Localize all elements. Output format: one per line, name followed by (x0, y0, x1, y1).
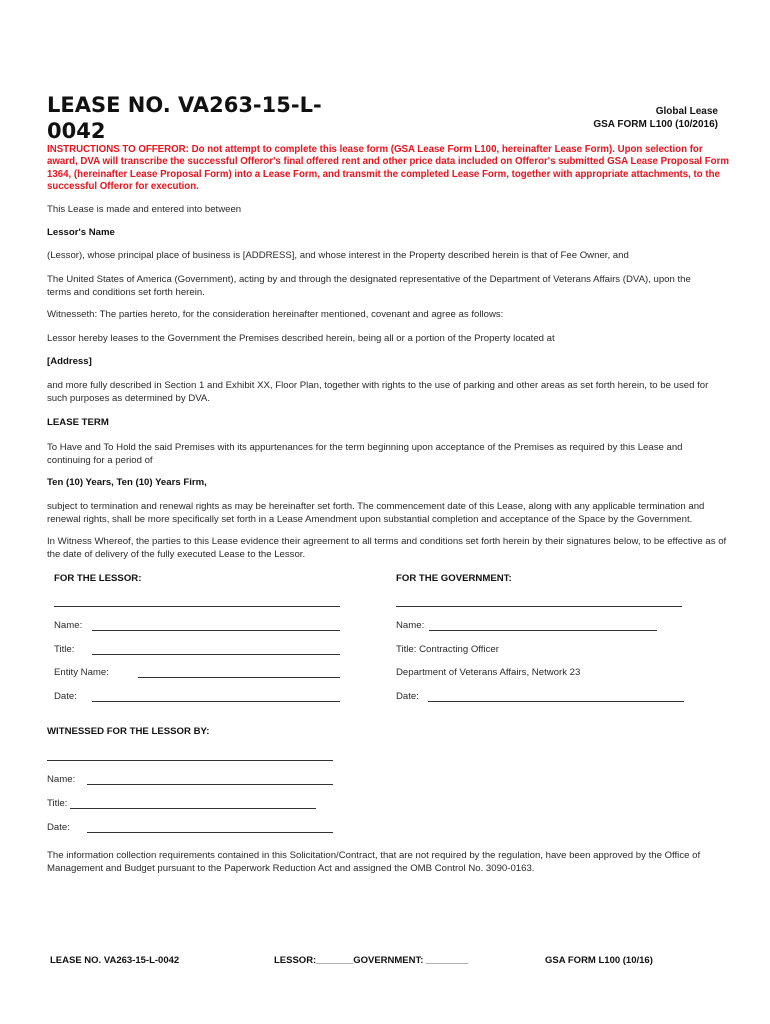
witness-name-field[interactable] (87, 784, 333, 785)
witness-heading: WITNESSED FOR THE LESSOR BY: (47, 726, 210, 737)
lease-term-heading: LEASE TERM (47, 417, 109, 428)
witness-whereof-paragraph: In Witness Whereof, the parties to this Lease evidence their agreement to all terms and conditions set forth herein by their signatures below, to be effective as of the date of delivery of the fully executed Lease to the Lessor. (47, 536, 727, 560)
witness-title-field[interactable] (70, 808, 316, 809)
government-date-field[interactable] (428, 701, 684, 702)
witnesseth-text: The parties hereto, for the consideration hereinafter mentioned, covenant and agree as follows: (97, 309, 504, 320)
term-value: Ten (10) Years, Ten (10) Years Firm, (47, 477, 207, 488)
footer-form-number: GSA FORM L100 (10/16) (545, 955, 653, 966)
footer-initials: LESSOR:_______GOVERNMENT: ________ (274, 955, 469, 966)
subject-paragraph: subject to termination and renewal rights as may be hereinafter set forth. The commencement date of this Lease, along with any applicable termination and renewal rights, shall be more specifically set forth in a Lease Amendment upon substantial completion and acceptance of the Space by the Government. (47, 501, 705, 525)
lessor-title-label: Title: (54, 644, 75, 655)
leases-paragraph: Lessor hereby leases to the Government the Premises described herein, being all or a portion of the Property located at (47, 333, 555, 344)
lessor-name-label: Name: (54, 620, 83, 631)
term-paragraph: To Have and To Hold the said Premises with its appurtenances for the term beginning upon acceptance of the Premises as required by this Lease and continuing for a period of (47, 442, 683, 466)
instructions-to-offeror: INSTRUCTIONS TO OFFEROR: Do not attempt to complete this lease form (GSA Lease Form L100, hereinafter Lease Form). Upon selection for award, DVA will transcribe the successful Offeror's final offered rent and other price data included on Offeror's submitted GSA Lease Proposal Form 1364, (hereinafter Lease Proposal Form) into a Lease Form, and transmit the completed Lease Form, together with appropriate attachments, to the successful Offeror for execution. (47, 144, 729, 193)
lessor-paragraph: (Lessor), whose principal place of business is [ADDRESS], and whose interest in the Property described herein is that of Fee Owner, and (47, 250, 629, 261)
global-lease-label: Global Lease (655, 106, 718, 117)
witness-date-field[interactable] (87, 832, 333, 833)
government-title: Title: Contracting Officer (396, 644, 499, 655)
government-department: Department of Veterans Affairs, Network 23 (396, 667, 581, 678)
witness-title-label: Title: (47, 798, 68, 809)
government-signature-line[interactable] (396, 606, 682, 607)
witness-name-label: Name: (47, 774, 76, 785)
witness-signature-line[interactable] (47, 760, 333, 761)
government-paragraph: The United States of America (Government), acting by and through the designated representative of the Department of Veterans Affairs (DVA), upon the terms and conditions set forth herein. (47, 274, 691, 298)
lessor-date-field[interactable] (92, 701, 340, 702)
government-date-label: Date: (396, 691, 419, 702)
lessor-name-field[interactable] (92, 630, 340, 631)
witnesseth-label: Witnesseth: (47, 309, 98, 320)
lessor-title-field[interactable] (92, 654, 340, 655)
government-signature-heading: FOR THE GOVERNMENT: (396, 573, 512, 584)
omb-notice: The information collection requirements contained in this Solicitation/Contract, that are not required by the regulation, have been approved by the Office of Management and Budget pursuant to the Paperwork Reduction Act and assigned the OMB Control No. 3090-0163. (47, 850, 701, 874)
government-name-field[interactable] (429, 630, 657, 631)
premises-address: [Address] (47, 356, 92, 367)
lessor-name: Lessor's Name (47, 227, 115, 238)
intro-text: This Lease is made and entered into between (47, 204, 242, 215)
lessor-signature-heading: FOR THE LESSOR: (54, 573, 142, 584)
lease-number-title: LEASE NO. VA263-15-L-0042 (47, 93, 322, 143)
lessor-entity-label: Entity Name: (54, 667, 109, 678)
witnesseth-paragraph (47, 309, 737, 322)
described-paragraph: and more fully described in Section 1 and Exhibit XX, Floor Plan, together with rights to the use of parking and other areas as set forth herein, to be used for such purposes as determined by DVA. (47, 380, 709, 404)
lessor-signature-line[interactable] (54, 606, 340, 607)
witness-date-label: Date: (47, 822, 70, 833)
government-name-label: Name: (396, 620, 425, 631)
footer-lease-number: LEASE NO. VA263-15-L-0042 (50, 955, 180, 966)
lessor-date-label: Date: (54, 691, 77, 702)
form-number: GSA FORM L100 (10/2016) (593, 119, 718, 130)
form-header (593, 105, 718, 131)
lessor-entity-field[interactable] (138, 677, 340, 678)
